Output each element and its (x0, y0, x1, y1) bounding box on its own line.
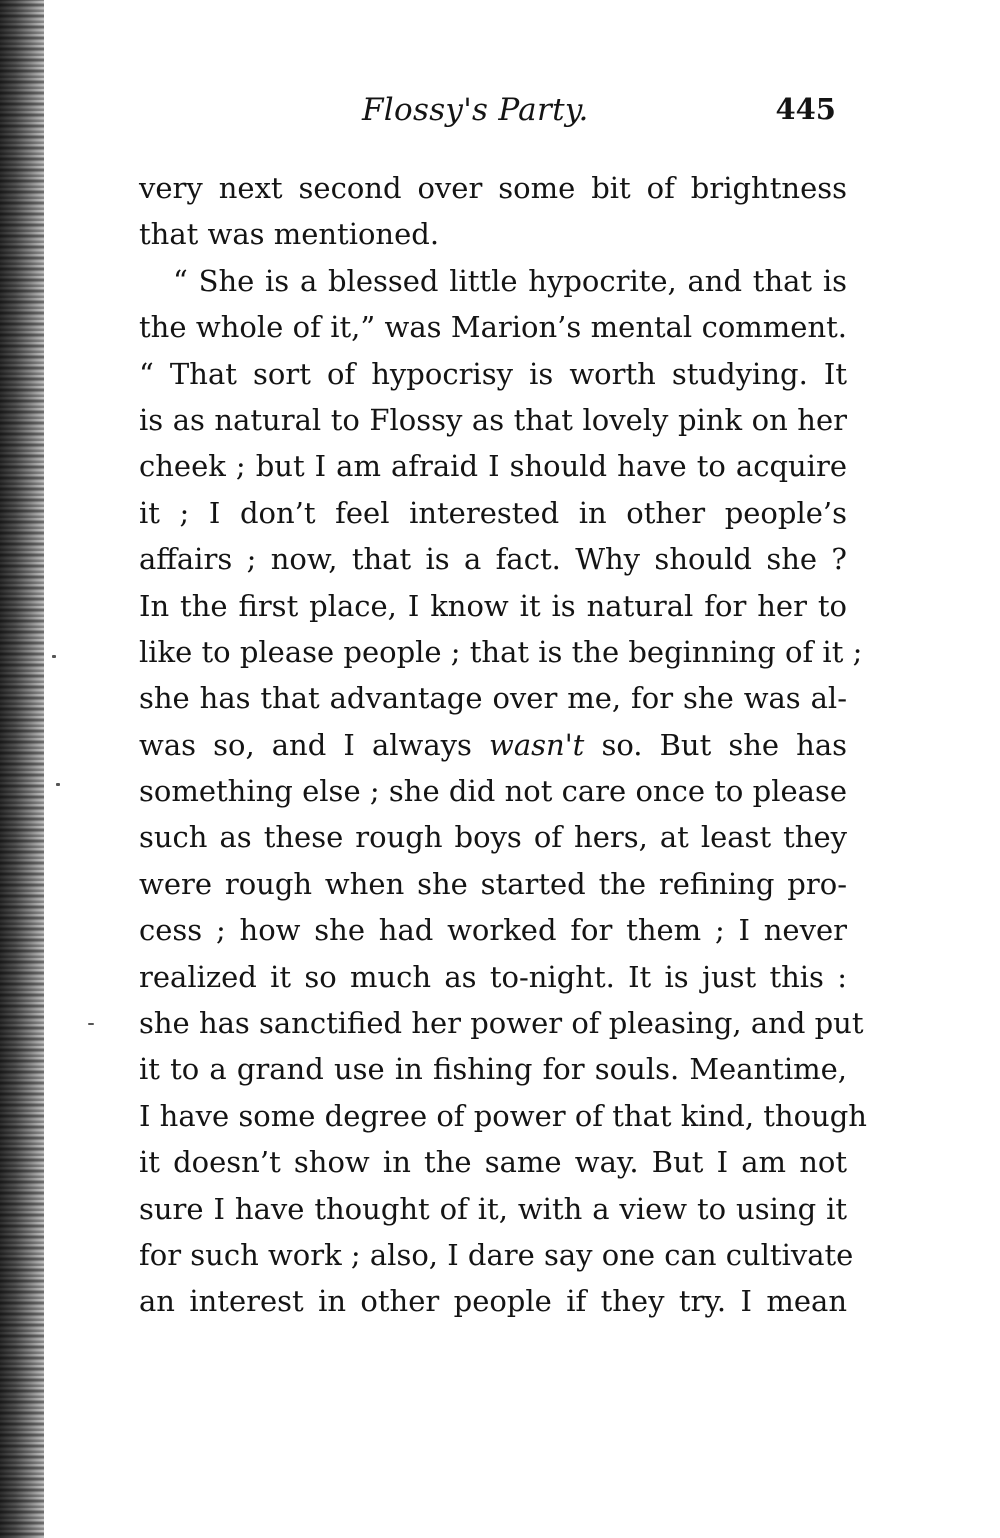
text-line-with-italic (139, 722, 847, 768)
text-line: cheek ; but I am afraid I should have to acquire (139, 449, 847, 484)
text-line: such as these rough boys of hers, at least they (139, 820, 847, 855)
page-binding-shadow (0, 0, 44, 1538)
text-line: “ She is a blessed little hypocrite, and that is (173, 263, 847, 298)
text-line: realized it so much as to-night. It is just this : (139, 959, 847, 994)
text-line: it doesn’t show in the same way. But I am not (139, 1145, 847, 1180)
text-fragment: was so, and I always (139, 727, 472, 762)
text-line: for such work ; also, I dare say one can cultivate (139, 1237, 854, 1272)
text-line: I have some degree of power of that kind, though (139, 1098, 867, 1133)
page-header (140, 92, 840, 136)
ink-speck (52, 655, 56, 658)
text-line: is as natural to Flossy as that lovely pink on her (139, 402, 847, 437)
text-line: she has that advantage over me, for she was al- (139, 681, 847, 716)
text-line: like to please people ; that is the beginning of it ; (139, 634, 863, 669)
page-number: 445 (775, 92, 836, 126)
text-line: an interest in other people if they try. I mean (139, 1284, 847, 1319)
text-line: that was mentioned. (139, 217, 440, 252)
text-line: In the first place, I know it is natural for her to (139, 588, 847, 623)
ink-speck (56, 783, 60, 786)
italic-word: wasn't (489, 727, 585, 762)
ink-speck (88, 1023, 94, 1025)
text-line: were rough when she started the refining pro- (139, 866, 847, 901)
text-line: it to a grand use in fishing for souls. Meantime, (139, 1052, 847, 1087)
text-line: it ; I don’t feel interested in other people’s (139, 495, 847, 530)
text-line: something else ; she did not care once to please (139, 774, 847, 809)
body-text (139, 165, 867, 1325)
text-line: cess ; how she had worked for them ; I never (139, 913, 847, 948)
text-line: affairs ; now, that is a fact. Why should she ? (139, 542, 847, 577)
text-line: sure I have thought of it, with a view to using it (139, 1191, 847, 1226)
text-line: she has sanctified her power of pleasing, and put (139, 1006, 864, 1041)
text-fragment: so. But she has (601, 727, 848, 762)
text-line: the whole of it,” was Marion’s mental comment. (139, 310, 847, 345)
text-line: “ That sort of hypocrisy is worth studying. It (139, 356, 847, 391)
text-line: very next second over some bit of brightness (139, 171, 847, 205)
running-title: Flossy's Party. (362, 92, 589, 128)
